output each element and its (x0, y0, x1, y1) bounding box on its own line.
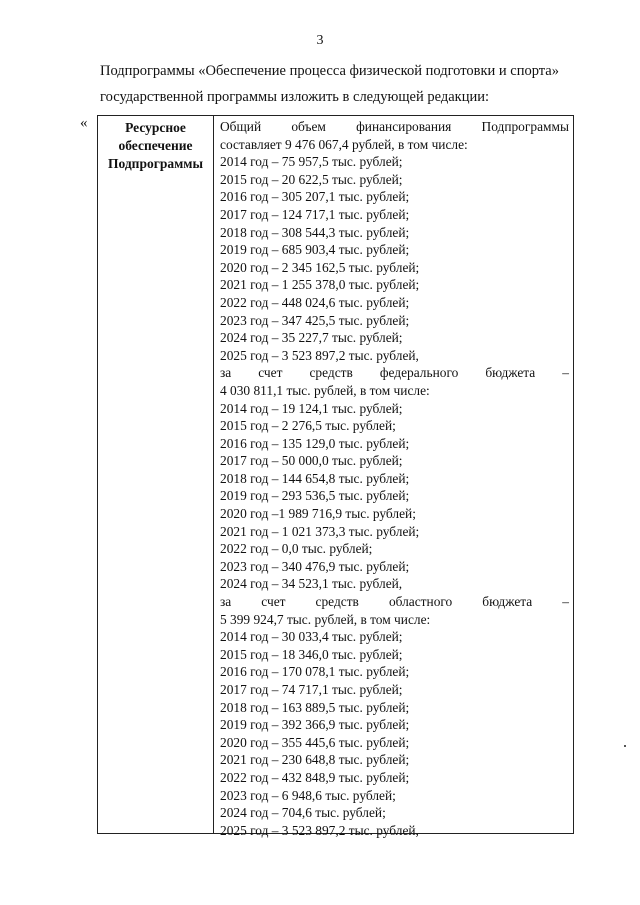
year-amount-line: 2022 год – 432 848,9 тыс. рублей; (220, 769, 410, 785)
year-amount-line: 2025 год – 3 523 897,2 тыс. рублей, (220, 347, 419, 363)
year-amount-line: 2020 год – 2 345 162,5 тыс. рублей; (220, 259, 420, 275)
justified-word: за (220, 594, 232, 610)
justified-word: финансирования (356, 119, 452, 134)
year-amount-line: 2024 год – 704,6 тыс. рублей; (220, 805, 386, 821)
year-amount-line: 2017 год – 74 717,1 тыс. рублей; (220, 682, 403, 697)
justified-word: – (562, 365, 569, 381)
justified-word: за (220, 365, 232, 381)
federal-years-list (220, 400, 569, 594)
heading-line: Подпрограммы (107, 156, 204, 171)
year-amount-line: 2024 год – 34 523,1 тыс. рублей, (220, 576, 403, 592)
year-amount-line: 2015 год – 2 276,5 тыс. рублей; (220, 418, 396, 434)
intro-paragraph (100, 58, 570, 110)
heading-line: обеспечение (118, 138, 193, 153)
scan-speck (624, 745, 626, 747)
year-amount-line: 2020 год – 355 445,6 тыс. рублей; (220, 734, 410, 750)
year-amount-line: 2014 год – 30 033,4 тыс. рублей; (220, 629, 403, 645)
year-amount-line: 2019 год – 685 903,4 тыс. рублей; (220, 242, 410, 258)
year-amount-line: 2014 год – 75 957,5 тыс. рублей; (220, 154, 403, 170)
year-amount-line: 2024 год – 35 227,7 тыс. рублей; (220, 330, 403, 346)
federal-funding-line (220, 364, 569, 382)
year-amount-line: 2022 год – 0,0 тыс. рублей; (220, 541, 373, 557)
intro-line-1: Подпрограммы «Обеспечение процесса физической подготовки и спорта» (100, 63, 559, 79)
regional-funding-line (220, 593, 569, 611)
opening-quote: « (80, 115, 88, 131)
year-amount-line: 2025 год – 3 523 897,2 тыс. рублей, (220, 822, 419, 838)
justified-word: – (562, 594, 569, 610)
year-amount-line: 2016 год – 170 078,1 тыс. рублей; (220, 664, 410, 680)
year-amount-line: 2018 год – 308 544,3 тыс. рублей; (220, 224, 410, 240)
year-amount-line: 2019 год – 392 366,9 тыс. рублей; (220, 717, 410, 733)
justified-word: средств (315, 594, 359, 610)
justified-word: бюджета (482, 594, 533, 610)
year-amount-line: 2021 год – 230 648,8 тыс. рублей; (220, 752, 410, 768)
regional-years-list (220, 628, 569, 839)
justified-word: средств (309, 365, 353, 381)
justified-word: федерального (379, 365, 459, 381)
year-amount-line: 2014 год – 19 124,1 тыс. рублей; (220, 400, 403, 416)
federal-funding-line-2: 4 030 811,1 тыс. рублей, в том числе: (220, 382, 430, 398)
justified-word: счет (261, 594, 286, 610)
year-amount-line: 2023 год – 347 425,5 тыс. рублей; (220, 312, 410, 328)
page-number: 3 (316, 33, 324, 48)
year-amount-line: 2017 год – 50 000,0 тыс. рублей; (220, 453, 403, 469)
year-amount-line: 2018 год – 144 654,8 тыс. рублей; (220, 470, 410, 486)
year-amount-line: 2017 год – 124 717,1 тыс. рублей; (220, 206, 410, 222)
justified-word: объем (291, 119, 326, 134)
regional-funding-line-2: 5 399 924,7 тыс. рублей, в том числе: (220, 611, 431, 627)
justified-word: счет (258, 365, 283, 381)
year-amount-line: 2015 год – 18 346,0 тыс. рублей; (220, 646, 403, 662)
total-funding-line-2: составляет 9 476 067,4 рублей, в том числе: (220, 136, 468, 152)
heading-line: Ресурсное (125, 120, 186, 135)
year-amount-line: 2023 год – 340 476,9 тыс. рублей; (220, 558, 410, 574)
year-amount-line: 2016 год – 305 207,1 тыс. рублей; (220, 189, 410, 205)
year-amount-line: 2022 год – 448 024,6 тыс. рублей; (220, 294, 410, 310)
total-years-list (220, 153, 569, 364)
justified-word: Подпрограммы (481, 119, 569, 134)
justified-word: бюджета (485, 365, 536, 381)
year-amount-line: 2016 год – 135 129,0 тыс. рублей; (220, 435, 410, 451)
intro-line-2: государственной программы изложить в следующей редакции: (100, 89, 490, 105)
year-amount-line: 2015 год – 20 622,5 тыс. рублей; (220, 171, 403, 187)
funding-table (97, 115, 574, 838)
total-funding-line (220, 118, 569, 136)
table-content-cell (215, 116, 573, 838)
table-heading-cell (98, 116, 214, 833)
year-amount-line: 2021 год – 1 255 378,0 тыс. рублей; (220, 277, 420, 293)
year-amount-line: 2023 год – 6 948,6 тыс. рублей; (220, 787, 396, 803)
year-amount-line: 2019 год – 293 536,5 тыс. рублей; (220, 488, 410, 504)
year-amount-line: 2020 год –1 989 716,9 тыс. рублей; (220, 506, 416, 522)
justified-word: Общий (220, 119, 262, 134)
year-amount-line: 2018 год – 163 889,5 тыс. рублей; (220, 699, 410, 715)
year-amount-line: 2021 год – 1 021 373,3 тыс. рублей; (220, 523, 420, 539)
justified-word: областного (388, 594, 453, 610)
